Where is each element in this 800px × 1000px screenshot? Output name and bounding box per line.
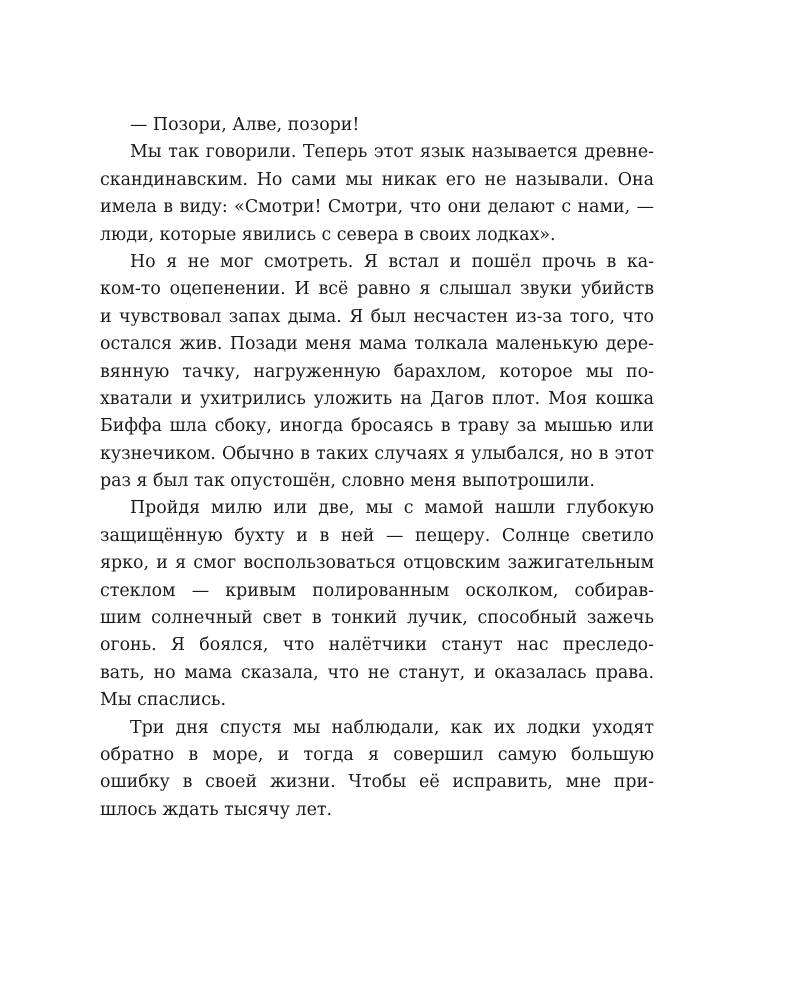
body-text	[100, 112, 654, 824]
text-line: хватали и ухитрились уложить на Дагов плот. Моя кошка	[100, 388, 654, 409]
text-line: вать, но мама сказала, что не станут, и оказалась права.	[100, 662, 654, 683]
text-line: вянную тачку, нагруженную барахлом, которое мы по-	[100, 361, 654, 382]
text-line: стеклом — кривым полированным осколком, собирав-	[100, 580, 654, 601]
text-line: раз я был так опустошён, словно меня выпотрошили.	[100, 471, 595, 492]
paragraph	[100, 112, 654, 139]
paragraph	[100, 495, 654, 714]
paragraph	[100, 249, 654, 496]
text-line: обратно в море, и тогда я совершил самую большую	[100, 744, 654, 765]
text-line: Но я не мог смотреть. Я встал и пошёл прочь в ка-	[130, 251, 654, 272]
text-line: ярко, и я смог воспользоваться отцовским зажигательным	[100, 553, 654, 574]
text-line: кузнечиком. Обычно в таких случаях я улыбался, но в этот	[100, 443, 654, 464]
text-line: ошибку в своей жизни. Чтобы её исправить, мне при-	[100, 772, 654, 793]
text-line: люди, которые явились с севера в своих лодках».	[100, 224, 556, 245]
text-line: имела в виду: «Смотри! Смотри, что они делают с нами, —	[100, 197, 654, 218]
text-line: шим солнечный свет в тонкий лучик, способный зажечь	[100, 608, 654, 629]
text-line: и чувствовал запах дыма. Я был несчастен из-за того, что	[100, 306, 654, 327]
text-line: Три дня спустя мы наблюдали, как их лодки уходят	[130, 717, 654, 738]
paragraph	[100, 715, 654, 825]
paragraph	[100, 139, 654, 249]
text-line: Мы так говорили. Теперь этот язык называется древне-	[130, 142, 654, 163]
text-line: ком-то оцепенении. И всё равно я слышал звуки убийств	[100, 279, 654, 300]
text-line: скандинавским. Но сами мы никак его не называли. Она	[100, 169, 654, 190]
text-line: защищённую бухту и в ней — пещеру. Солнце светило	[100, 525, 654, 546]
text-line: Пройдя милю или две, мы с мамой нашли глубокую	[130, 498, 654, 519]
text-line: Биффа шла сбоку, иногда бросаясь в траву за мышью или	[100, 416, 654, 437]
text-line: — Позори, Алве, позори!	[130, 115, 360, 135]
text-line: остался жив. Позади меня мама толкала маленькую дере-	[100, 334, 654, 355]
text-line: шлось ждать тысячу лет.	[100, 799, 333, 820]
text-line: Мы спаслись.	[100, 690, 226, 711]
text-line: огонь. Я боялся, что налётчики станут нас преследо-	[100, 635, 654, 656]
